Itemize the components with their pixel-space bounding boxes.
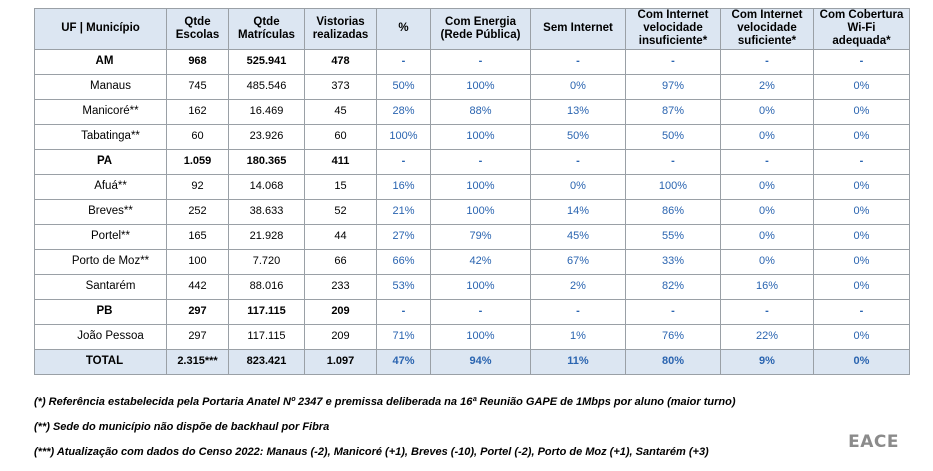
cell-com-energia: 100%: [431, 199, 531, 224]
cell-com-energia: 100%: [431, 124, 531, 149]
cell-qtde-matriculas: 117.115: [229, 299, 305, 324]
header-label: Sem Internet: [543, 22, 613, 35]
footnote-3: (***) Atualização com dados do Censo 2022: Manaus (-2), Manicoré (+1), Breves (-10), Portel (-2), Porto de Moz (+1), Santarém (+3): [34, 446, 709, 458]
cell-internet-insuficiente: 82%: [626, 274, 721, 299]
cell-vistorias: 52: [305, 199, 377, 224]
cell-internet-insuficiente: 33%: [626, 249, 721, 274]
cell-cobertura-wifi: 0%: [814, 274, 910, 299]
cell-cobertura-wifi: 0%: [814, 224, 910, 249]
table-row: [35, 174, 910, 199]
cell-percent: 50%: [377, 74, 431, 99]
cell-vistorias: 233: [305, 274, 377, 299]
column-header-cobertura-wifi: [814, 9, 910, 50]
cell-com-energia: 88%: [431, 99, 531, 124]
cell-percent: 16%: [377, 174, 431, 199]
cell-percent: 47%: [377, 349, 431, 374]
cell-sem-internet: -: [531, 49, 626, 74]
cell-internet-suficiente: -: [721, 49, 814, 74]
cell-qtde-escolas: 297: [167, 324, 229, 349]
cell-internet-suficiente: 0%: [721, 124, 814, 149]
cell-vistorias: 373: [305, 74, 377, 99]
footnotes: [34, 396, 834, 471]
table-row: [35, 124, 910, 149]
cell-qtde-escolas: 60: [167, 124, 229, 149]
cell-qtde-escolas: 297: [167, 299, 229, 324]
header-label-line2: Escolas: [175, 28, 220, 41]
table-header-row: [35, 9, 910, 50]
cell-percent: 27%: [377, 224, 431, 249]
table-row: [35, 74, 910, 99]
cell-com-energia: -: [431, 49, 531, 74]
cell-percent: 66%: [377, 249, 431, 274]
cell-cobertura-wifi: -: [814, 149, 910, 174]
cell-cobertura-wifi: 0%: [814, 124, 910, 149]
header-label-line1: Com Internet: [731, 9, 803, 21]
cell-internet-insuficiente: 50%: [626, 124, 721, 149]
cell-qtde-matriculas: 180.365: [229, 149, 305, 174]
column-header-internet-insuficiente: [626, 9, 721, 50]
column-header-sem-internet: [531, 9, 626, 50]
footnote-2: (**) Sede do município não dispõe de backhaul por Fibra: [34, 421, 330, 433]
cell-vistorias: 66: [305, 249, 377, 274]
cell-vistorias: 45: [305, 99, 377, 124]
cell-qtde-escolas: 2.315***: [167, 349, 229, 374]
cell-internet-insuficiente: -: [626, 149, 721, 174]
header-label: %: [398, 22, 409, 35]
column-header-percent: [377, 9, 431, 50]
table-row-group: [35, 299, 910, 324]
cell-uf-municipio: João Pessoa: [35, 324, 167, 349]
table-row: [35, 224, 910, 249]
cell-internet-suficiente: 2%: [721, 74, 814, 99]
table-body: [35, 49, 910, 374]
column-header-vistorias-realizadas: [305, 9, 377, 50]
cell-sem-internet: -: [531, 299, 626, 324]
cell-internet-suficiente: 0%: [721, 199, 814, 224]
cell-qtde-matriculas: 117.115: [229, 324, 305, 349]
header-label-line2: velocidade: [643, 22, 703, 35]
cell-percent: -: [377, 299, 431, 324]
cell-com-energia: 100%: [431, 174, 531, 199]
cell-com-energia: 100%: [431, 74, 531, 99]
cell-percent: 21%: [377, 199, 431, 224]
header-label: UF | Município: [61, 22, 140, 35]
cell-internet-suficiente: 0%: [721, 99, 814, 124]
cell-internet-insuficiente: -: [626, 49, 721, 74]
cell-internet-suficiente: -: [721, 299, 814, 324]
header-label-line2: Matrículas: [238, 28, 295, 41]
cell-qtde-matriculas: 485.546: [229, 74, 305, 99]
header-label-line1: Qtde: [253, 15, 280, 28]
header-label-line2: velocidade: [737, 22, 797, 35]
cell-qtde-matriculas: 16.469: [229, 99, 305, 124]
cell-com-energia: 79%: [431, 224, 531, 249]
table-head: [35, 9, 910, 50]
cell-vistorias: 478: [305, 49, 377, 74]
cell-qtde-matriculas: 38.633: [229, 199, 305, 224]
cell-com-energia: 42%: [431, 249, 531, 274]
cell-sem-internet: 0%: [531, 74, 626, 99]
table-row: [35, 199, 910, 224]
cell-internet-insuficiente: -: [626, 299, 721, 324]
cell-vistorias: 209: [305, 324, 377, 349]
header-label-line3: adequada*: [832, 35, 891, 48]
cell-cobertura-wifi: 0%: [814, 324, 910, 349]
cell-internet-insuficiente: 97%: [626, 74, 721, 99]
cell-cobertura-wifi: 0%: [814, 199, 910, 224]
header-label-line2: Wi-Fi: [847, 22, 876, 35]
cell-qtde-escolas: 165: [167, 224, 229, 249]
cell-sem-internet: 2%: [531, 274, 626, 299]
cell-uf-municipio: AM: [35, 49, 167, 74]
cell-qtde-escolas: 1.059: [167, 149, 229, 174]
cell-sem-internet: 67%: [531, 249, 626, 274]
cell-sem-internet: 11%: [531, 349, 626, 374]
cell-qtde-escolas: 745: [167, 74, 229, 99]
cell-qtde-matriculas: 23.926: [229, 124, 305, 149]
header-label-line2: realizadas: [312, 28, 369, 41]
cell-uf-municipio: Porto de Moz**: [35, 249, 167, 274]
column-header-uf-municipio: [35, 9, 167, 50]
cell-internet-suficiente: 16%: [721, 274, 814, 299]
cell-qtde-escolas: 100: [167, 249, 229, 274]
cell-internet-insuficiente: 86%: [626, 199, 721, 224]
cell-internet-suficiente: 9%: [721, 349, 814, 374]
cell-qtde-escolas: 162: [167, 99, 229, 124]
cell-percent: 53%: [377, 274, 431, 299]
cell-cobertura-wifi: -: [814, 49, 910, 74]
column-header-com-energia: [431, 9, 531, 50]
cell-qtde-matriculas: 823.421: [229, 349, 305, 374]
column-header-internet-suficiente: [721, 9, 814, 50]
cell-sem-internet: 1%: [531, 324, 626, 349]
cell-vistorias: 60: [305, 124, 377, 149]
cell-qtde-escolas: 92: [167, 174, 229, 199]
cell-vistorias: 209: [305, 299, 377, 324]
cell-vistorias: 411: [305, 149, 377, 174]
cell-internet-insuficiente: 80%: [626, 349, 721, 374]
cell-qtde-escolas: 252: [167, 199, 229, 224]
cell-percent: -: [377, 149, 431, 174]
header-label-line1: Com Cobertura: [819, 9, 904, 21]
cell-uf-municipio: Breves**: [35, 199, 167, 224]
cell-sem-internet: 45%: [531, 224, 626, 249]
cell-qtde-matriculas: 88.016: [229, 274, 305, 299]
schools-inspection-table: [34, 8, 910, 375]
cell-internet-insuficiente: 76%: [626, 324, 721, 349]
table-row-group: [35, 49, 910, 74]
header-label-line1: Com Energia: [445, 15, 516, 28]
cell-uf-municipio: Santarém: [35, 274, 167, 299]
table-row-total: [35, 349, 910, 374]
cell-uf-municipio: TOTAL: [35, 349, 167, 374]
cell-com-energia: 100%: [431, 274, 531, 299]
cell-uf-municipio: Portel**: [35, 224, 167, 249]
table-row: [35, 274, 910, 299]
header-label-line2: (Rede Pública): [440, 28, 521, 41]
table-row-group: [35, 149, 910, 174]
column-header-qtde-matriculas: [229, 9, 305, 50]
cell-sem-internet: -: [531, 149, 626, 174]
cell-com-energia: -: [431, 149, 531, 174]
cell-vistorias: 1.097: [305, 349, 377, 374]
cell-internet-suficiente: 0%: [721, 249, 814, 274]
cell-internet-insuficiente: 87%: [626, 99, 721, 124]
eace-logo: EACE: [848, 432, 899, 452]
column-header-qtde-escolas: [167, 9, 229, 50]
cell-qtde-matriculas: 525.941: [229, 49, 305, 74]
cell-cobertura-wifi: 0%: [814, 74, 910, 99]
header-label-line3: insuficiente*: [638, 35, 708, 48]
cell-cobertura-wifi: 0%: [814, 99, 910, 124]
cell-internet-insuficiente: 55%: [626, 224, 721, 249]
cell-cobertura-wifi: 0%: [814, 349, 910, 374]
header-label-line1: Qtde: [184, 15, 211, 28]
cell-percent: 28%: [377, 99, 431, 124]
cell-com-energia: 94%: [431, 349, 531, 374]
cell-uf-municipio: PA: [35, 149, 167, 174]
table-row: [35, 99, 910, 124]
cell-internet-insuficiente: 100%: [626, 174, 721, 199]
cell-qtde-escolas: 442: [167, 274, 229, 299]
cell-internet-suficiente: -: [721, 149, 814, 174]
cell-uf-municipio: Manicoré**: [35, 99, 167, 124]
cell-vistorias: 15: [305, 174, 377, 199]
cell-com-energia: 100%: [431, 324, 531, 349]
cell-qtde-matriculas: 14.068: [229, 174, 305, 199]
cell-uf-municipio: Manaus: [35, 74, 167, 99]
cell-cobertura-wifi: 0%: [814, 174, 910, 199]
cell-qtde-matriculas: 21.928: [229, 224, 305, 249]
cell-uf-municipio: Afuá**: [35, 174, 167, 199]
footnote-1: (*) Referência estabelecida pela Portaria Anatel Nº 2347 e premissa deliberada na 16ª Reunião GAPE de 1Mbps por aluno (maior turno): [34, 396, 736, 408]
cell-sem-internet: 0%: [531, 174, 626, 199]
cell-sem-internet: 50%: [531, 124, 626, 149]
cell-qtde-matriculas: 7.720: [229, 249, 305, 274]
cell-cobertura-wifi: -: [814, 299, 910, 324]
cell-internet-suficiente: 22%: [721, 324, 814, 349]
cell-cobertura-wifi: 0%: [814, 249, 910, 274]
cell-internet-suficiente: 0%: [721, 224, 814, 249]
cell-vistorias: 44: [305, 224, 377, 249]
cell-percent: 71%: [377, 324, 431, 349]
table-row: [35, 324, 910, 349]
cell-percent: 100%: [377, 124, 431, 149]
cell-uf-municipio: PB: [35, 299, 167, 324]
cell-internet-suficiente: 0%: [721, 174, 814, 199]
cell-sem-internet: 13%: [531, 99, 626, 124]
header-label-line3: suficiente*: [737, 35, 797, 48]
header-label-line1: Com Internet: [637, 9, 709, 21]
header-label-line1: Vistorias: [316, 15, 365, 28]
table-row: [35, 249, 910, 274]
cell-uf-municipio: Tabatinga**: [35, 124, 167, 149]
cell-com-energia: -: [431, 299, 531, 324]
cell-percent: -: [377, 49, 431, 74]
cell-qtde-escolas: 968: [167, 49, 229, 74]
cell-sem-internet: 14%: [531, 199, 626, 224]
